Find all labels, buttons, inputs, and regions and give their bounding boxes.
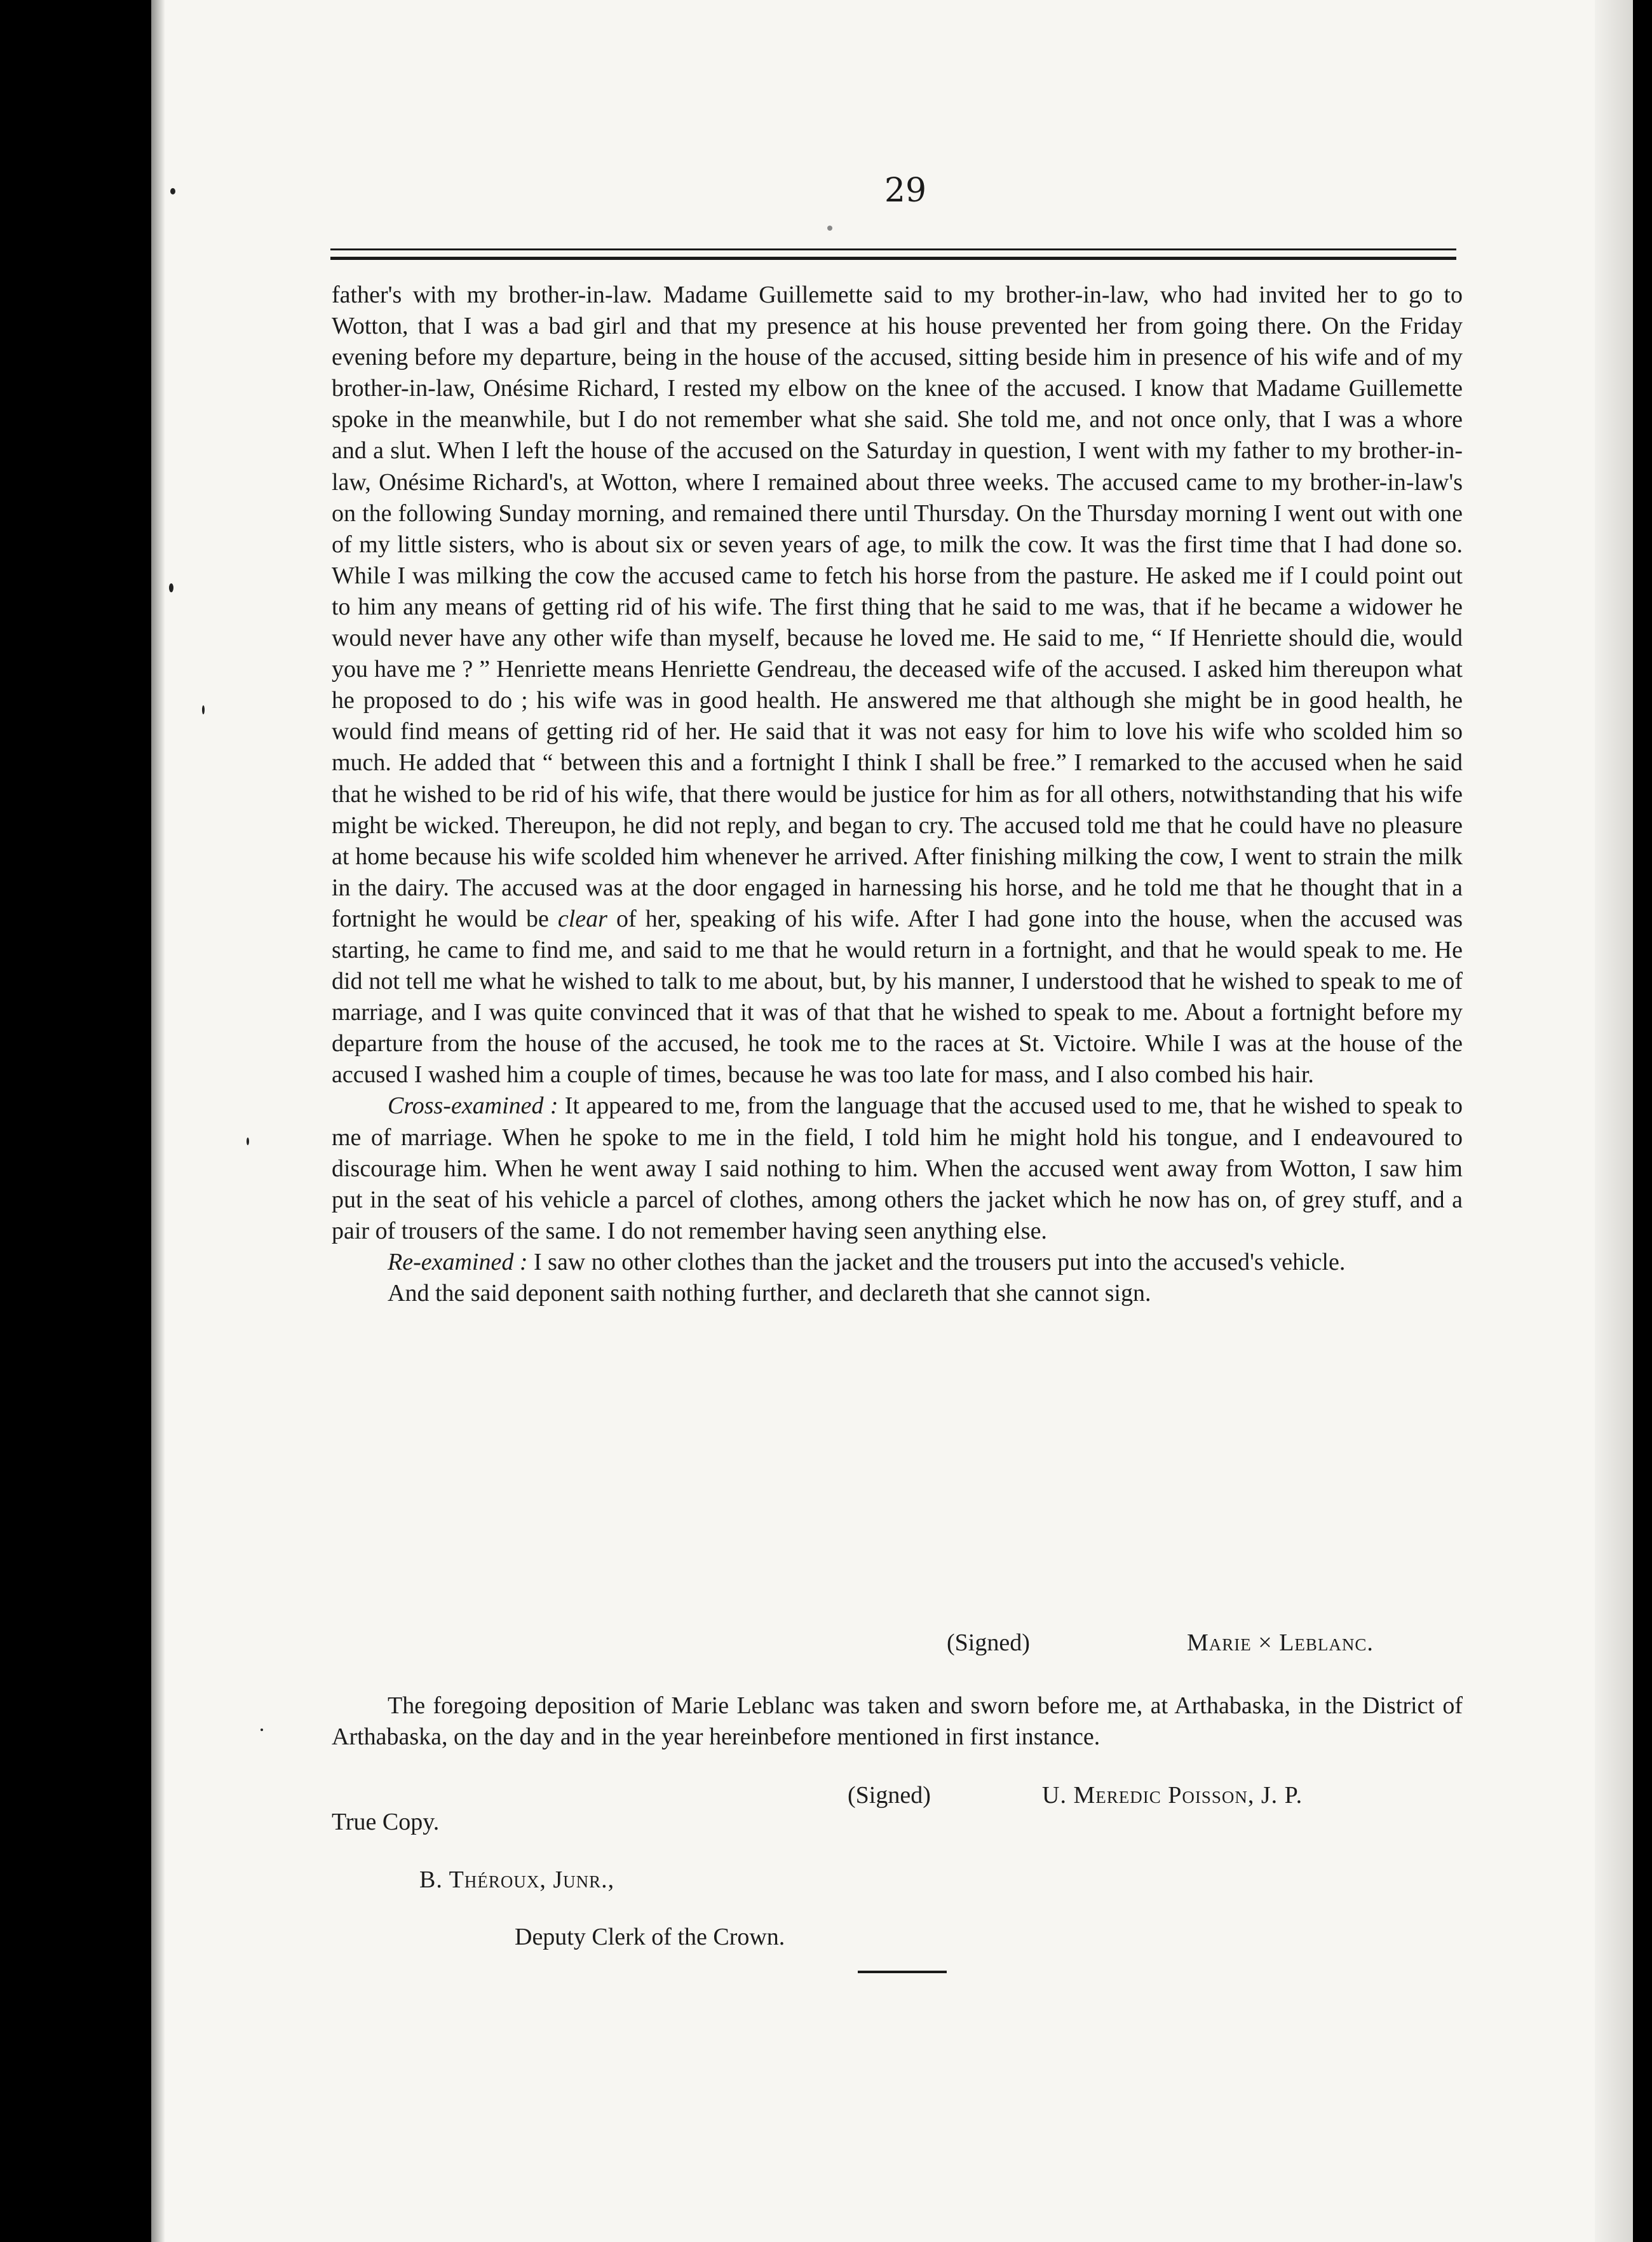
- paragraph-text: father's with my brother-in-law. Madame Guillemette said to my brother-in-law, who had invited her to go to Wotton, that I was a bad girl and that my presence at his house prevented her from going there. On the Friday evening before my departure, being in the house of the accused, sitting beside him in presence of his wife and of my brother-in-law, Onésime Richard, I rested my elbow on the knee of the accused. I know that Madame Guillemette spoke in the meanwhile, but I do not remember what she said. She told me, and not once only, that I was a whore and a slut. When I left the house of the accused on the Saturday in question, I went with my father to my brother-in-law, Onésime Richard's, at Wotton, where I remained about three weeks. The accused came to my brother-in-law's on the following Sunday morning, and remained there until Thursday. On the Thursday morning I went out with one of my little sisters, who is about six or seven years of age, to milk the cow. It was the first time that I had done so. While I was milking the cow the accused came to fetch his horse from the pasture. He asked me if I could point out to him any means of getting rid of his wife. The first thing that he said to me was, that if he became a widower he would never have any other wife than myself, because he loved me. He said to me, “ If Henriette should die, would you have me ? ” Henriette means Henriette Gendreau, the deceased wife of the accused. I asked him thereupon what he proposed to do ; his wife was in good health. He answered me that although she might be in good health, he would find means of getting rid of her. He said that it was not easy for him to love his wife who scolded him so much. He added that “ between this and a fortnight I think I shall be free.” I remarked to the accused when he said that he wished to be rid of his wife, that there would be justice for him as for all others, notwithstanding that his wife might be wicked. Thereupon, he did not reply, and began to cry. The accused told me that he could have no pleasure at home because his wife scolded him whenever he arrived. After finishing milking the cow, I went to strain the milk in the dairy. The accused was at the door engaged in harnessing his horse, and he told me that he thought that in a fortnight he would be: [332, 282, 1463, 932]
- margin-speck: [169, 583, 173, 592]
- header-rule-thin: [330, 248, 1456, 250]
- margin-speck: [170, 188, 175, 194]
- re-examined-label: Re-examined :: [388, 1248, 528, 1275]
- emphasis-word: clear: [557, 905, 607, 932]
- clerk-name: B. Théroux, Junr.,: [419, 1866, 615, 1893]
- margin-speck: [261, 1729, 263, 1731]
- closing-rule: [858, 1971, 947, 1973]
- margin-speck: [827, 226, 832, 231]
- deposition-paragraph: [332, 280, 1463, 1090]
- deponent-signature: Marie × Leblanc.: [1187, 1629, 1374, 1656]
- re-examined-text: I saw no other clothes than the jacket and the trousers put into the accused's vehicle.: [534, 1248, 1346, 1275]
- true-copy-label: True Copy.: [332, 1809, 440, 1835]
- closing-paragraph: And the said deponent saith nothing further, and declareth that she cannot sign.: [388, 1280, 1151, 1307]
- justice-signature: U. Meredic Poisson, J. P.: [1042, 1782, 1303, 1809]
- foregoing-text: The foregoing deposition of Marie Leblanc was taken and sworn before me, at Arthabaska, in the District of Arthabaska, on the day and in the year hereinbefore mentioned in first instance.: [332, 1692, 1463, 1751]
- clerk-title: Deputy Clerk of the Crown.: [515, 1924, 785, 1950]
- deposition-body: [332, 280, 1463, 1309]
- page-shadow-left: [151, 0, 165, 2242]
- signed-label: (Signed): [947, 1629, 1030, 1656]
- signed-label-2: (Signed): [848, 1782, 931, 1809]
- paragraph-text: of her, speaking of his wife. After I had gone into the house, when the accused was starting, he came to find me, and said to me that he would return in a fortnight, and that he would speak to me. He did not tell me what he wished to talk to me about, but, by his manner, I understood that he wished to speak to me of marriage, and I was quite convinced that it was of that that he wished to speak to me. About a fortnight before my departure from the house of the accused, he took me to the races at St. Victoire. While I was at the house of the accused I washed him a couple of times, because he was too late for mass, and I also combed his hair.: [332, 905, 1463, 1089]
- margin-speck: [202, 705, 205, 714]
- margin-speck: [247, 1138, 249, 1145]
- re-examination-paragraph: [332, 1247, 1463, 1278]
- foregoing-statement: [332, 1690, 1463, 1753]
- cross-examined-label: Cross-examined :: [388, 1092, 559, 1120]
- page-number: 29: [884, 172, 927, 210]
- cross-examination-paragraph: [332, 1090, 1463, 1246]
- header-rule-thick: [330, 257, 1456, 260]
- cross-examined-text: It appeared to me, from the language that the accused used to me, that he wished to speak to me of marriage. When he spoke to me in the field, I told him he might hold his tongue, and I endeavoured to discourage him. When he went away I said nothing to him. When the accused went away from Wotton, I saw him put in the seat of his vehicle a parcel of clothes, among others the jacket which he now has on, of grey stuff, and a pair of trousers of the same. I do not remember having seen anything else.: [332, 1092, 1463, 1244]
- page-shadow-right: [1595, 0, 1633, 2242]
